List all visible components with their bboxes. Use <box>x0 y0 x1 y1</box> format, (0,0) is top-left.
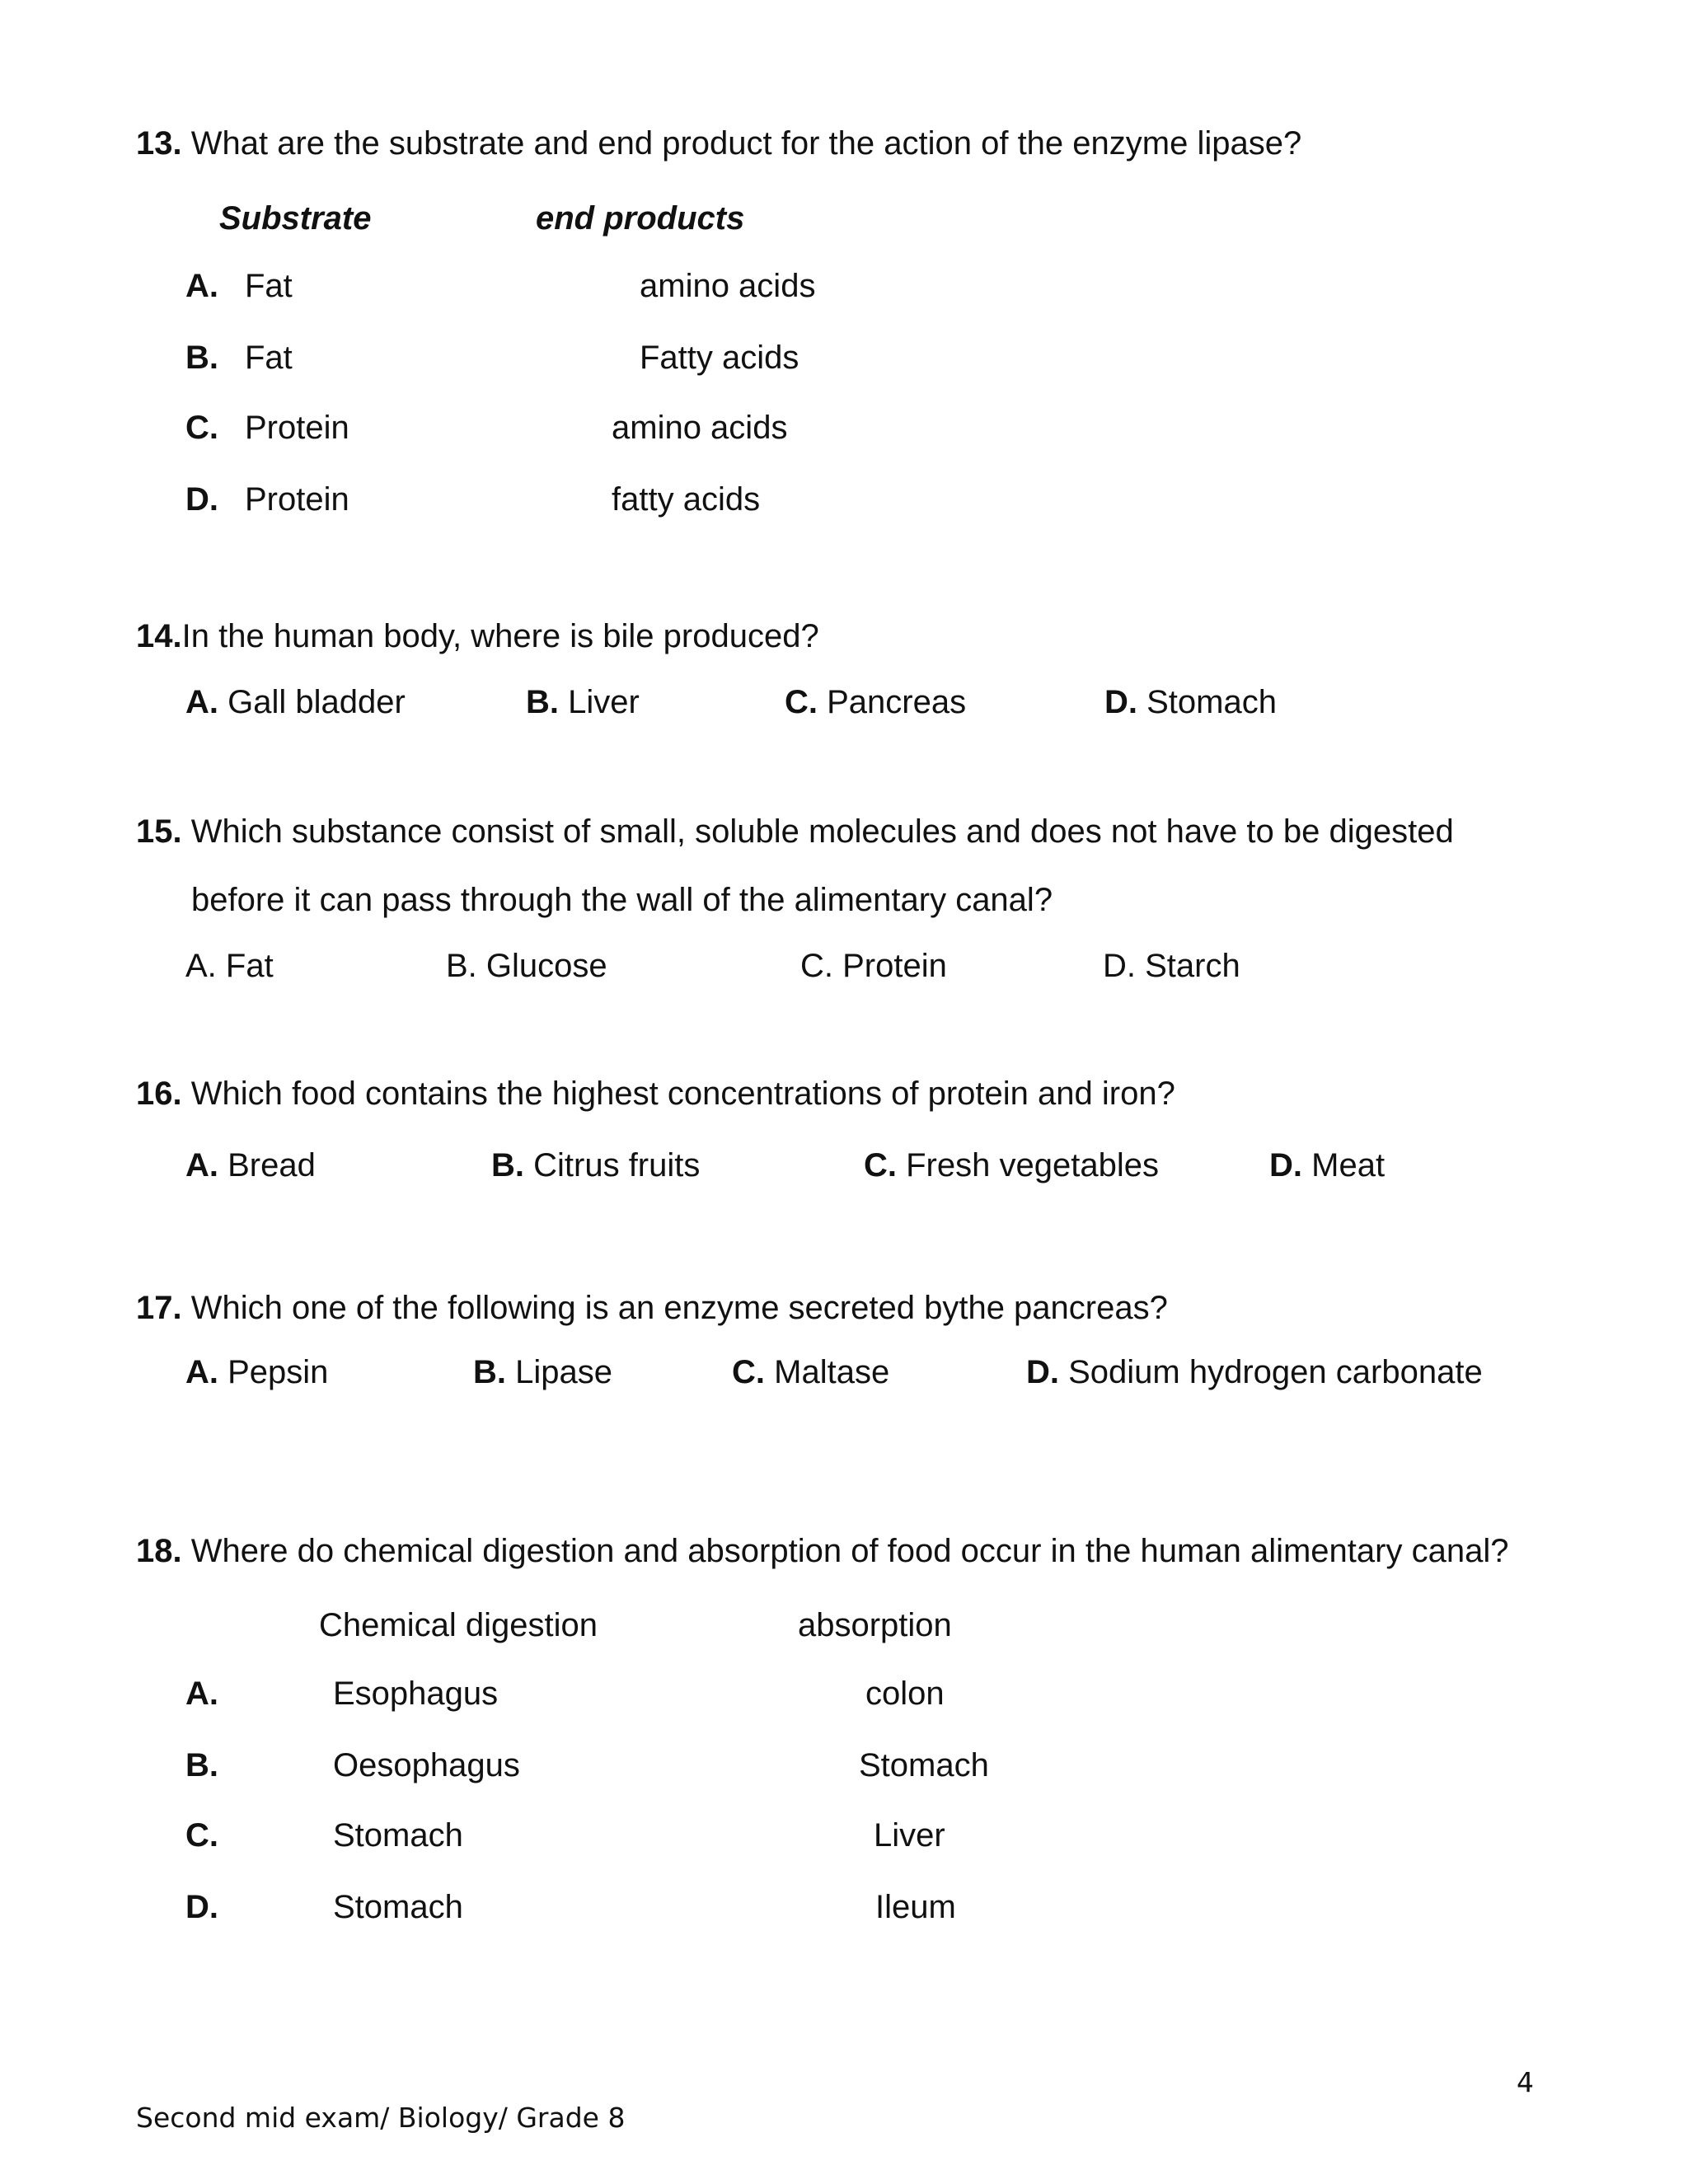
option-b: B. Liver <box>526 684 640 720</box>
option-absorption: Stomach <box>859 1747 989 1783</box>
option-d: D. Sodium hydrogen carbonate <box>1026 1354 1483 1390</box>
option-letter: C. <box>185 410 218 446</box>
question-17-stem <box>136 1291 1168 1324</box>
option-a: A. Fat <box>185 948 274 984</box>
option-absorption: Liver <box>874 1817 945 1854</box>
question-number: 13. <box>136 125 182 162</box>
option-c: C. Maltase <box>732 1354 890 1390</box>
question-number: 14. <box>136 618 182 654</box>
option-absorption: Ileum <box>875 1889 956 1925</box>
question-text: Which food contains the highest concentrations of protein and iron? <box>190 1076 1175 1112</box>
option-letter: A. <box>185 268 218 304</box>
option-letter: C. <box>185 1817 218 1854</box>
substrate-header: Substrate <box>219 200 372 237</box>
question-number: 17. <box>136 1290 182 1326</box>
option-digestion: Stomach <box>333 1817 463 1854</box>
option-letter: B. <box>185 1747 218 1783</box>
option-substrate: Protein <box>245 410 349 446</box>
chemical-digestion-header: Chemical digestion <box>319 1607 598 1643</box>
question-text: Which one of the following is an enzyme secreted bythe pancreas? <box>190 1290 1168 1326</box>
question-text: Where do chemical digestion and absorption of food occur in the human alimentary canal? <box>190 1533 1509 1569</box>
option-absorption: colon <box>865 1675 945 1712</box>
page-number: 4 <box>1517 2066 1534 2098</box>
option-c: C. Fresh vegetables <box>864 1147 1159 1183</box>
option-substrate: Protein <box>245 481 349 518</box>
question-15-stem <box>136 815 1454 848</box>
option-b: B. Lipase <box>473 1354 612 1390</box>
option-letter: B. <box>185 340 218 376</box>
question-text: Which substance consist of small, soluble molecules and does not have to be digested <box>190 813 1454 850</box>
option-digestion: Esophagus <box>333 1675 499 1712</box>
option-d: D. Meat <box>1269 1147 1386 1183</box>
option-b: B. Citrus fruits <box>491 1147 701 1183</box>
option-a: A. Gall bladder <box>185 684 406 720</box>
option-letter: D. <box>185 481 218 518</box>
option-c: C. Pancreas <box>785 684 967 720</box>
option-digestion: Oesophagus <box>333 1747 520 1783</box>
option-substrate: Fat <box>245 268 293 304</box>
question-number: 15. <box>136 813 182 850</box>
option-c: C. Protein <box>800 948 947 984</box>
option-product: amino acids <box>640 268 816 304</box>
question-text: What are the substrate and end product for the action of the enzyme lipase? <box>190 125 1302 162</box>
option-d: D. Starch <box>1103 948 1240 984</box>
option-product: fatty acids <box>612 481 761 518</box>
option-d: D. Stomach <box>1104 684 1277 720</box>
option-product: amino acids <box>612 410 788 446</box>
option-a: A. Bread <box>185 1147 316 1183</box>
question-18-stem <box>136 1535 1508 1568</box>
question-text: In the human body, where is bile produced? <box>181 618 819 654</box>
question-16-stem <box>136 1077 1175 1110</box>
question-15-stem-line2: before it can pass through the wall of the alimentary canal? <box>191 882 1053 918</box>
question-13-stem <box>136 127 1301 160</box>
option-product: Fatty acids <box>640 340 799 376</box>
option-digestion: Stomach <box>333 1889 463 1925</box>
option-substrate: Fat <box>245 340 293 376</box>
absorption-header: absorption <box>798 1607 952 1643</box>
question-number: 16. <box>136 1076 182 1112</box>
option-b: B. Glucose <box>446 948 607 984</box>
page-footer: Second mid exam/ Biology/ Grade 8 <box>136 2102 626 2134</box>
end-products-header: end products <box>536 200 745 237</box>
option-letter: D. <box>185 1889 218 1925</box>
option-a: A. Pepsin <box>185 1354 329 1390</box>
question-number: 18. <box>136 1533 182 1569</box>
question-14-stem <box>136 620 819 653</box>
option-letter: A. <box>185 1675 218 1712</box>
